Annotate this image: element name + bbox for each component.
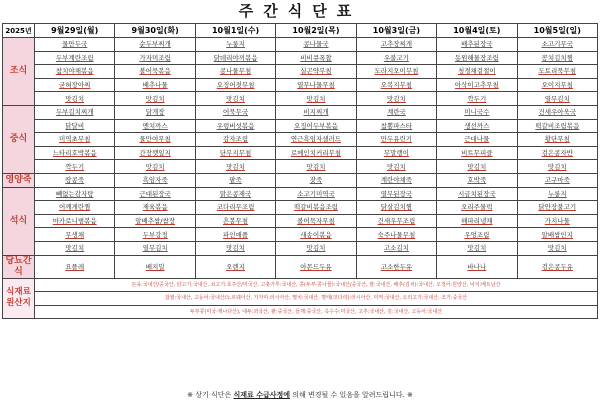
origin-label: 식재료원산지 bbox=[3, 278, 35, 319]
dish-cell: 비트무피클 bbox=[437, 146, 517, 160]
meal-label: 중식 bbox=[3, 105, 35, 173]
dish-cell: 아삭이고추무침 bbox=[437, 78, 517, 92]
dish-cell: 도토리묵무침 bbox=[517, 65, 597, 79]
day-header: 10월1일(수) bbox=[195, 24, 275, 38]
dish-cell: 생선까스 bbox=[437, 119, 517, 133]
dish-cell: 오징어두부볶음 bbox=[276, 119, 356, 133]
origin-text: 돈육:국내산/중국산, 닭고기:국내산, 쇠고기:호주산/미국산, 고춧가루:국내산, 콩(두부·콩나물):국내산/중국산, 쌀:국내산, 배추(김치):국내산, 오징어:원양산, 낙지:베트남산 bbox=[35, 278, 598, 292]
menu-row bbox=[3, 201, 598, 215]
dish-cell: 맛김치 bbox=[356, 92, 436, 106]
menu-row bbox=[3, 228, 598, 242]
year-cell: 2025년 bbox=[3, 24, 35, 38]
dish-cell: 열무김치 bbox=[517, 92, 597, 106]
dish-cell: 맛김치 bbox=[276, 160, 356, 174]
header-row bbox=[3, 24, 598, 38]
day-header: 9월29일(월) bbox=[35, 24, 115, 38]
dish-cell: 두부김치찌개 bbox=[35, 105, 115, 119]
dish-cell: 땅콩죽 bbox=[35, 173, 115, 187]
dish-cell: 해파리냉채 bbox=[437, 214, 517, 228]
dish-cell: 순두부찌개 bbox=[115, 38, 195, 52]
dish-cell: 맛김치 bbox=[115, 92, 195, 106]
dish-cell: 맛김치 bbox=[35, 241, 115, 255]
dish-cell: 물만두국 bbox=[35, 38, 115, 52]
dish-cell: 새송이볶음 bbox=[276, 228, 356, 242]
dish-cell: 어묵무국 bbox=[195, 105, 275, 119]
footer-text-1: 상기 식단은 bbox=[195, 391, 232, 399]
menu-row bbox=[3, 241, 598, 255]
footer-note bbox=[0, 390, 600, 400]
dish-cell: 우렁버섯볶음 bbox=[195, 119, 275, 133]
dish-cell: 맛김치 bbox=[437, 160, 517, 174]
dish-cell: 감자조림 bbox=[195, 133, 275, 147]
dish-cell: 요플레 bbox=[35, 255, 115, 278]
dish-cell: 멘치까스 bbox=[115, 119, 195, 133]
dish-cell: 가자미조림 bbox=[115, 51, 195, 65]
dish-cell: 맑은콩재국 bbox=[195, 187, 275, 201]
dish-cell: 어깨게란찜 bbox=[35, 201, 115, 215]
dish-cell: 비지찌개 bbox=[276, 105, 356, 119]
dish-cell: 고소한두유 bbox=[356, 255, 436, 278]
dish-cell: 오렌지 bbox=[195, 255, 275, 278]
dish-cell: 실곤약무침 bbox=[276, 65, 356, 79]
dish-cell: 참치야채볶음 bbox=[35, 65, 115, 79]
menu-row bbox=[3, 65, 598, 79]
dish-cell: 계란야채죽 bbox=[356, 173, 436, 187]
dish-cell: 바나나 bbox=[437, 255, 517, 278]
dish-cell: 무말랭이 bbox=[356, 146, 436, 160]
dish-cell: 고구마죽 bbox=[517, 173, 597, 187]
dish-cell: 느타리호박볶음 bbox=[35, 146, 115, 160]
dish-cell: 열무김치 bbox=[115, 241, 195, 255]
dish-cell: 무생채 bbox=[35, 228, 115, 242]
menu-row bbox=[3, 255, 598, 278]
origin-row bbox=[3, 278, 598, 292]
dish-cell: 흔봉무침 bbox=[195, 214, 275, 228]
dish-cell: 떡갈비조림볶음 bbox=[517, 119, 597, 133]
dish-cell: 볼어묵볶음 bbox=[115, 65, 195, 79]
dish-cell: 오복지무침 bbox=[356, 78, 436, 92]
dish-cell: 소고기무국 bbox=[517, 38, 597, 52]
menu-row bbox=[3, 146, 598, 160]
dish-cell: 맛김치 bbox=[35, 92, 115, 106]
dish-cell: 도라지오이무침 bbox=[356, 65, 436, 79]
dish-cell: 맛김치 bbox=[276, 241, 356, 255]
dish-cell: 깍두기 bbox=[437, 92, 517, 106]
dish-cell: 팥죽 bbox=[195, 173, 275, 187]
dish-cell: 오리주물럭 bbox=[437, 201, 517, 215]
dish-cell: 오이지무침 bbox=[517, 78, 597, 92]
dish-cell: 단무지무침 bbox=[195, 146, 275, 160]
dish-cell: 맛김치 bbox=[517, 241, 597, 255]
day-header: 10월4일(토) bbox=[437, 24, 517, 38]
origin-row bbox=[3, 305, 598, 319]
dish-cell: 아몬드두유 bbox=[276, 255, 356, 278]
dish-cell: 볼어묵자무침 bbox=[276, 214, 356, 228]
dish-cell: 굳혀장아찌 bbox=[35, 78, 115, 92]
dish-cell: 꽁치김치찜 bbox=[517, 51, 597, 65]
menu-row bbox=[3, 78, 598, 92]
dish-cell: 알배추쌈/쌈장 bbox=[115, 214, 195, 228]
dish-cell: 닭살김치찜 bbox=[356, 201, 436, 215]
menu-row bbox=[3, 38, 598, 52]
dish-cell: 맛김치 bbox=[195, 160, 275, 174]
day-header: 9월30일(화) bbox=[115, 24, 195, 38]
dish-cell: 숙주나물무침 bbox=[356, 228, 436, 242]
dish-cell: 로메인치커리무침 bbox=[276, 146, 356, 160]
dish-cell: 맛김치 bbox=[356, 160, 436, 174]
menu-row bbox=[3, 105, 598, 119]
dish-cell: 건새우무조림 bbox=[356, 214, 436, 228]
dish-cell: 연근흑임자샐러드 bbox=[276, 133, 356, 147]
dish-cell: 맛김치 bbox=[195, 92, 275, 106]
menu-row bbox=[3, 160, 598, 174]
dish-cell: 맛김치 bbox=[195, 241, 275, 255]
dish-cell: 검은콩두유 bbox=[517, 255, 597, 278]
menu-row bbox=[3, 92, 598, 106]
dish-cell: 맛김치 bbox=[437, 241, 517, 255]
meal-label: 석식 bbox=[3, 187, 35, 255]
menu-row bbox=[3, 214, 598, 228]
dish-cell: 비비큐폭찹 bbox=[276, 51, 356, 65]
dish-cell: 빼없는감자탕 bbox=[35, 187, 115, 201]
dish-cell: 닭데리야끼볶음 bbox=[195, 51, 275, 65]
weekly-menu-table bbox=[2, 23, 598, 319]
dish-cell: 물만여무침 bbox=[115, 133, 195, 147]
dish-cell: 고소김치 bbox=[356, 241, 436, 255]
dish-cell: 파인애플 bbox=[195, 228, 275, 242]
dish-cell: 닭안장불고기 bbox=[517, 201, 597, 215]
dish-cell: 우불고기 bbox=[356, 51, 436, 65]
menu-row bbox=[3, 119, 598, 133]
dish-cell: 고추장찌개 bbox=[356, 38, 436, 52]
dish-cell: 닭개장 bbox=[115, 105, 195, 119]
dish-cell: 콩나물국 bbox=[276, 38, 356, 52]
dish-cell: 열무된장국 bbox=[356, 187, 436, 201]
footer-prefix: ※ bbox=[187, 391, 193, 399]
dish-cell: 깍두기 bbox=[35, 160, 115, 174]
dish-cell: 참뽕파스타 bbox=[356, 119, 436, 133]
dish-cell: 제육볶음 bbox=[115, 201, 195, 215]
dish-cell: 베지밀 bbox=[115, 255, 195, 278]
dish-cell: 맛김치 bbox=[517, 160, 597, 174]
dish-cell: 호박죽 bbox=[437, 173, 517, 187]
dish-cell: 검은콩자반 bbox=[517, 146, 597, 160]
dish-cell: 알배쌈인지 bbox=[517, 228, 597, 242]
dish-cell: 맛김치 bbox=[276, 92, 356, 106]
meal-label: 당뇨간식 bbox=[3, 255, 35, 278]
origin-row bbox=[3, 292, 598, 306]
dish-cell: 두부계란조림 bbox=[35, 51, 115, 65]
dish-cell: 누룽지 bbox=[195, 38, 275, 52]
footer-suffix: ※ bbox=[407, 391, 413, 399]
dish-cell: 마카로니범볶음 bbox=[35, 214, 115, 228]
dish-cell: 닭달비 bbox=[35, 119, 115, 133]
dish-cell: 떡갈비볶음조림 bbox=[276, 201, 356, 215]
meal-label: 조식 bbox=[3, 38, 35, 106]
menu-row bbox=[3, 173, 598, 187]
dish-cell: 배추나물 bbox=[115, 78, 195, 92]
dish-cell: 두부강정 bbox=[115, 228, 195, 242]
meal-label: 영양죽 bbox=[3, 173, 35, 187]
dish-cell: 간장깻잎지 bbox=[115, 146, 195, 160]
day-header: 10월3일(금) bbox=[356, 24, 436, 38]
dish-cell: 배추된장국 bbox=[437, 38, 517, 52]
dish-cell: 열무나물무침 bbox=[276, 78, 356, 92]
footer-text-2: 의해 변경될 수 있음을 알려드립니다. bbox=[292, 391, 405, 399]
dish-cell: 누룽지 bbox=[517, 187, 597, 201]
dish-cell: 계란국 bbox=[356, 105, 436, 119]
dish-cell: 근대나물 bbox=[437, 133, 517, 147]
dish-cell: 청경채겉절이 bbox=[437, 65, 517, 79]
dish-cell: 미역초무침 bbox=[35, 133, 115, 147]
dish-cell: 콩나물무침 bbox=[195, 65, 275, 79]
day-header: 10월2일(목) bbox=[276, 24, 356, 38]
dish-cell: 황단무침 bbox=[517, 133, 597, 147]
dish-cell: 시금치된장국 bbox=[437, 187, 517, 201]
dish-cell: 미니국수 bbox=[437, 105, 517, 119]
dish-cell: 우엉조림 bbox=[437, 228, 517, 242]
dish-cell: 소고기미역국 bbox=[276, 187, 356, 201]
origin-text: 찹쌀:국내산, 고등어:국내산/노르웨이산, 가자미:러시아산, 멸치:국내산, 명태(코다리):러시아산, 미역:국내산, 오리고기:국내산, 조기:중국산 bbox=[35, 292, 598, 306]
origin-text: 두부콩(미국·캐나다산), 대두:외국산, 팥:중국산, 들깨:중국산, 옥수수:미국산, 고추:국내산, 김:국내산, 고등어:국내산 bbox=[35, 305, 598, 319]
dish-cell: 코다리무조림 bbox=[195, 201, 275, 215]
dish-cell: 건새우아욱국 bbox=[517, 105, 597, 119]
menu-row bbox=[3, 133, 598, 147]
dish-cell: 잣죽 bbox=[276, 173, 356, 187]
dish-cell: 흑임자죽 bbox=[115, 173, 195, 187]
dish-cell: 만두유린기 bbox=[356, 133, 436, 147]
page-title: 주간식단표 bbox=[238, 2, 362, 20]
menu-row bbox=[3, 51, 598, 65]
footer-emphasis: 식재료 수급사정에 bbox=[233, 391, 291, 399]
dish-cell: 근대된장국 bbox=[115, 187, 195, 201]
menu-row bbox=[3, 187, 598, 201]
dish-cell: 맛김치 bbox=[115, 160, 195, 174]
dish-cell: 동원해물장조림 bbox=[437, 51, 517, 65]
dish-cell: 가지나물 bbox=[517, 214, 597, 228]
day-header: 10월5일(일) bbox=[517, 24, 597, 38]
dish-cell: 오징어젓무침 bbox=[195, 78, 275, 92]
